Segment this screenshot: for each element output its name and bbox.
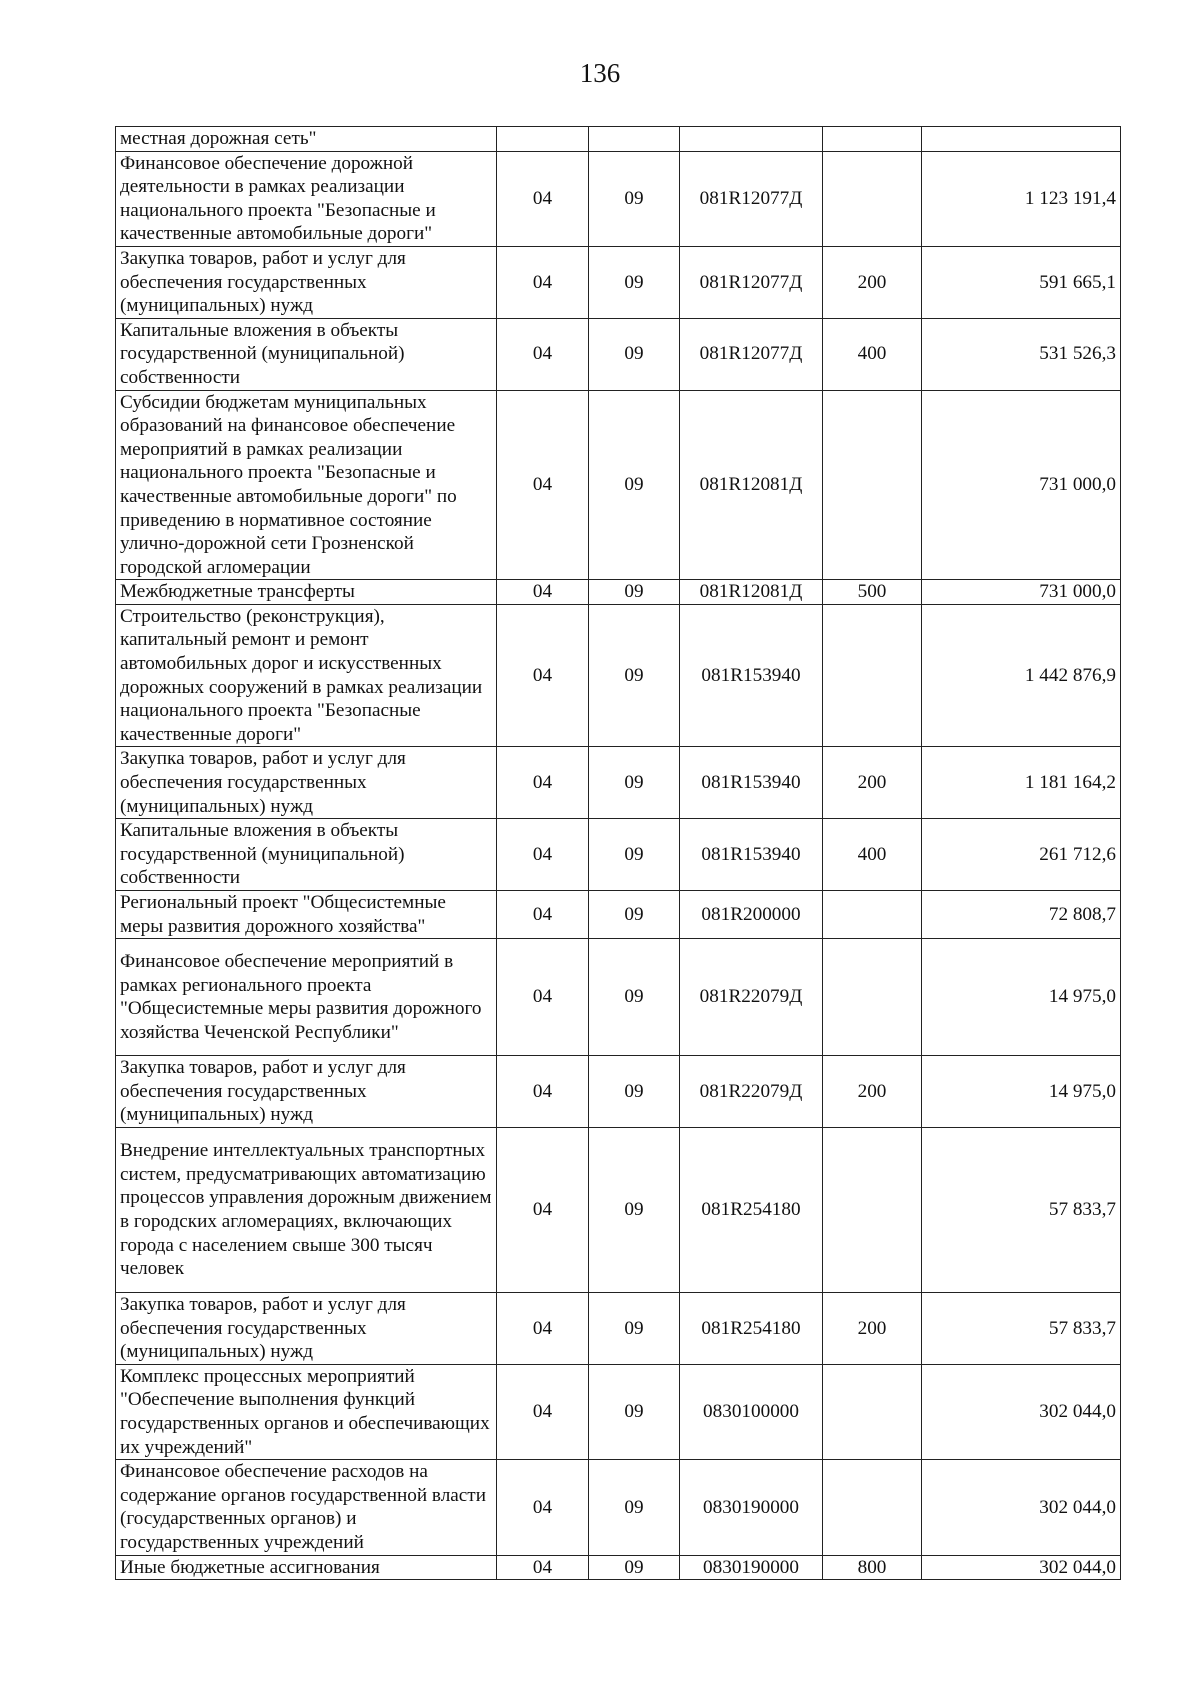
- row-amount-cell: 1 123 191,4: [922, 151, 1121, 246]
- row-name-cell: Капитальные вложения в объекты государственной (муниципальной) собственности: [116, 318, 497, 390]
- row-amount-cell: 1 181 164,2: [922, 747, 1121, 819]
- row-name-cell: Капитальные вложения в объекты государственной (муниципальной) собственности: [116, 819, 497, 891]
- row-subsection-cell: 09: [589, 747, 680, 819]
- table-row: [116, 747, 1121, 819]
- row-subsection-cell: 09: [589, 151, 680, 246]
- table-row: [116, 580, 1121, 605]
- row-target-article-cell: 0830190000: [680, 1460, 823, 1555]
- row-target-article-cell: 081R254180: [680, 1127, 823, 1292]
- row-subsection-cell: 09: [589, 1127, 680, 1292]
- row-name-cell: Закупка товаров, работ и услуг для обеспечения государственных (муниципальных) нужд: [116, 747, 497, 819]
- table-row: [116, 246, 1121, 318]
- row-subsection-cell: 09: [589, 580, 680, 605]
- row-expense-type-cell: [823, 390, 922, 580]
- row-name-cell: Финансовое обеспечение расходов на содержание органов государственной власти (государственных органов) и государственных учреждений: [116, 1460, 497, 1555]
- row-target-article-cell: 081R153940: [680, 747, 823, 819]
- row-name-cell: Межбюджетные трансферты: [116, 580, 497, 605]
- row-expense-type-cell: 500: [823, 580, 922, 605]
- row-amount-cell: 57 833,7: [922, 1127, 1121, 1292]
- row-name-cell: Финансовое обеспечение мероприятий в рамках регионального проекта "Общесистемные меры развития дорожного хозяйства Чеченской Республики": [116, 939, 497, 1056]
- budget-table: [115, 126, 1121, 1580]
- row-subsection-cell: 09: [589, 1460, 680, 1555]
- row-name-cell: Финансовое обеспечение дорожной деятельности в рамках реализации национального проекта "Безопасные и качественные автомобильные дороги": [116, 151, 497, 246]
- row-section-cell: 04: [497, 246, 589, 318]
- row-section-cell: 04: [497, 939, 589, 1056]
- row-expense-type-cell: 200: [823, 1056, 922, 1128]
- row-subsection-cell: 09: [589, 390, 680, 580]
- row-target-article-cell: 081R254180: [680, 1292, 823, 1364]
- table-row: [116, 1292, 1121, 1364]
- row-expense-type-cell: 400: [823, 819, 922, 891]
- row-section-cell: 04: [497, 580, 589, 605]
- row-target-article-cell: 081R12081Д: [680, 580, 823, 605]
- row-subsection-cell: [589, 127, 680, 152]
- row-section-cell: 04: [497, 390, 589, 580]
- table-row: [116, 1127, 1121, 1292]
- row-subsection-cell: 09: [589, 1364, 680, 1459]
- row-expense-type-cell: [823, 1460, 922, 1555]
- row-section-cell: 04: [497, 604, 589, 747]
- row-section-cell: 04: [497, 1460, 589, 1555]
- table-row: [116, 604, 1121, 747]
- table-row: [116, 1555, 1121, 1580]
- row-amount-cell: 72 808,7: [922, 891, 1121, 939]
- row-amount-cell: 731 000,0: [922, 580, 1121, 605]
- row-target-article-cell: 0830100000: [680, 1364, 823, 1459]
- row-target-article-cell: 081R153940: [680, 819, 823, 891]
- row-expense-type-cell: [823, 939, 922, 1056]
- table-row: [116, 390, 1121, 580]
- row-section-cell: 04: [497, 1364, 589, 1459]
- row-amount-cell: 261 712,6: [922, 819, 1121, 891]
- page-number: 136: [579, 58, 621, 88]
- row-subsection-cell: 09: [589, 1555, 680, 1580]
- row-expense-type-cell: [823, 891, 922, 939]
- row-subsection-cell: 09: [589, 1292, 680, 1364]
- row-amount-cell: 531 526,3: [922, 318, 1121, 390]
- budget-table-body: [116, 127, 1121, 1580]
- row-amount-cell: 302 044,0: [922, 1460, 1121, 1555]
- row-expense-type-cell: [823, 127, 922, 152]
- row-expense-type-cell: [823, 1127, 922, 1292]
- table-row: [116, 151, 1121, 246]
- row-target-article-cell: 081R153940: [680, 604, 823, 747]
- row-subsection-cell: 09: [589, 318, 680, 390]
- row-target-article-cell: 081R22079Д: [680, 1056, 823, 1128]
- row-expense-type-cell: 200: [823, 1292, 922, 1364]
- row-name-cell: Закупка товаров, работ и услуг для обеспечения государственных (муниципальных) нужд: [116, 1056, 497, 1128]
- row-expense-type-cell: 200: [823, 246, 922, 318]
- row-name-cell: Внедрение интеллектуальных транспортных систем, предусматривающих автоматизацию процессов управления дорожным движением в городских агломерациях, включающих города с населением свыше 300 тысяч человек: [116, 1127, 497, 1292]
- row-expense-type-cell: [823, 604, 922, 747]
- table-row: [116, 1364, 1121, 1459]
- row-name-cell: Комплекс процессных мероприятий "Обеспечение выполнения функций государственных органов и обеспечивающих их учреждений": [116, 1364, 497, 1459]
- row-target-article-cell: 081R12077Д: [680, 151, 823, 246]
- table-row: [116, 891, 1121, 939]
- row-expense-type-cell: 200: [823, 747, 922, 819]
- row-subsection-cell: 09: [589, 604, 680, 747]
- row-target-article-cell: 081R12077Д: [680, 318, 823, 390]
- row-section-cell: 04: [497, 1555, 589, 1580]
- row-section-cell: 04: [497, 318, 589, 390]
- row-amount-cell: 302 044,0: [922, 1555, 1121, 1580]
- row-expense-type-cell: [823, 1364, 922, 1459]
- row-target-article-cell: 081R12081Д: [680, 390, 823, 580]
- row-amount-cell: 14 975,0: [922, 939, 1121, 1056]
- row-name-cell: Субсидии бюджетам муниципальных образований на финансовое обеспечение мероприятий в рамках реализации национального проекта "Безопасные и качественные автомобильные дороги" по приведению в нормативное состояние улично-дорожной сети Грозненской городской агломерации: [116, 390, 497, 580]
- table-row: [116, 1460, 1121, 1555]
- row-section-cell: 04: [497, 747, 589, 819]
- row-section-cell: 04: [497, 1127, 589, 1292]
- row-section-cell: 04: [497, 1292, 589, 1364]
- row-subsection-cell: 09: [589, 819, 680, 891]
- row-expense-type-cell: [823, 151, 922, 246]
- row-target-article-cell: 081R22079Д: [680, 939, 823, 1056]
- row-subsection-cell: 09: [589, 939, 680, 1056]
- table-row: [116, 819, 1121, 891]
- row-name-cell: местная дорожная сеть": [116, 127, 497, 152]
- table-row: [116, 1056, 1121, 1128]
- table-row: [116, 939, 1121, 1056]
- row-amount-cell: 731 000,0: [922, 390, 1121, 580]
- row-name-cell: Иные бюджетные ассигнования: [116, 1555, 497, 1580]
- row-expense-type-cell: 400: [823, 318, 922, 390]
- row-name-cell: Региональный проект "Общесистемные меры развития дорожного хозяйства": [116, 891, 497, 939]
- row-target-article-cell: 081R200000: [680, 891, 823, 939]
- row-section-cell: [497, 127, 589, 152]
- row-section-cell: 04: [497, 819, 589, 891]
- row-subsection-cell: 09: [589, 891, 680, 939]
- table-row: [116, 127, 1121, 152]
- row-amount-cell: [922, 127, 1121, 152]
- row-section-cell: 04: [497, 1056, 589, 1128]
- table-row: [116, 318, 1121, 390]
- row-name-cell: Закупка товаров, работ и услуг для обеспечения государственных (муниципальных) нужд: [116, 246, 497, 318]
- row-amount-cell: 1 442 876,9: [922, 604, 1121, 747]
- row-target-article-cell: [680, 127, 823, 152]
- row-subsection-cell: 09: [589, 246, 680, 318]
- row-target-article-cell: 081R12077Д: [680, 246, 823, 318]
- row-amount-cell: 57 833,7: [922, 1292, 1121, 1364]
- row-section-cell: 04: [497, 891, 589, 939]
- row-amount-cell: 591 665,1: [922, 246, 1121, 318]
- row-section-cell: 04: [497, 151, 589, 246]
- row-expense-type-cell: 800: [823, 1555, 922, 1580]
- row-name-cell: Строительство (реконструкция), капитальный ремонт и ремонт автомобильных дорог и искусственных дорожных сооружений в рамках реализации национального проекта "Безопасные качественные дороги": [116, 604, 497, 747]
- row-amount-cell: 14 975,0: [922, 1056, 1121, 1128]
- row-subsection-cell: 09: [589, 1056, 680, 1128]
- row-target-article-cell: 0830190000: [680, 1555, 823, 1580]
- row-name-cell: Закупка товаров, работ и услуг для обеспечения государственных (муниципальных) нужд: [116, 1292, 497, 1364]
- row-amount-cell: 302 044,0: [922, 1364, 1121, 1459]
